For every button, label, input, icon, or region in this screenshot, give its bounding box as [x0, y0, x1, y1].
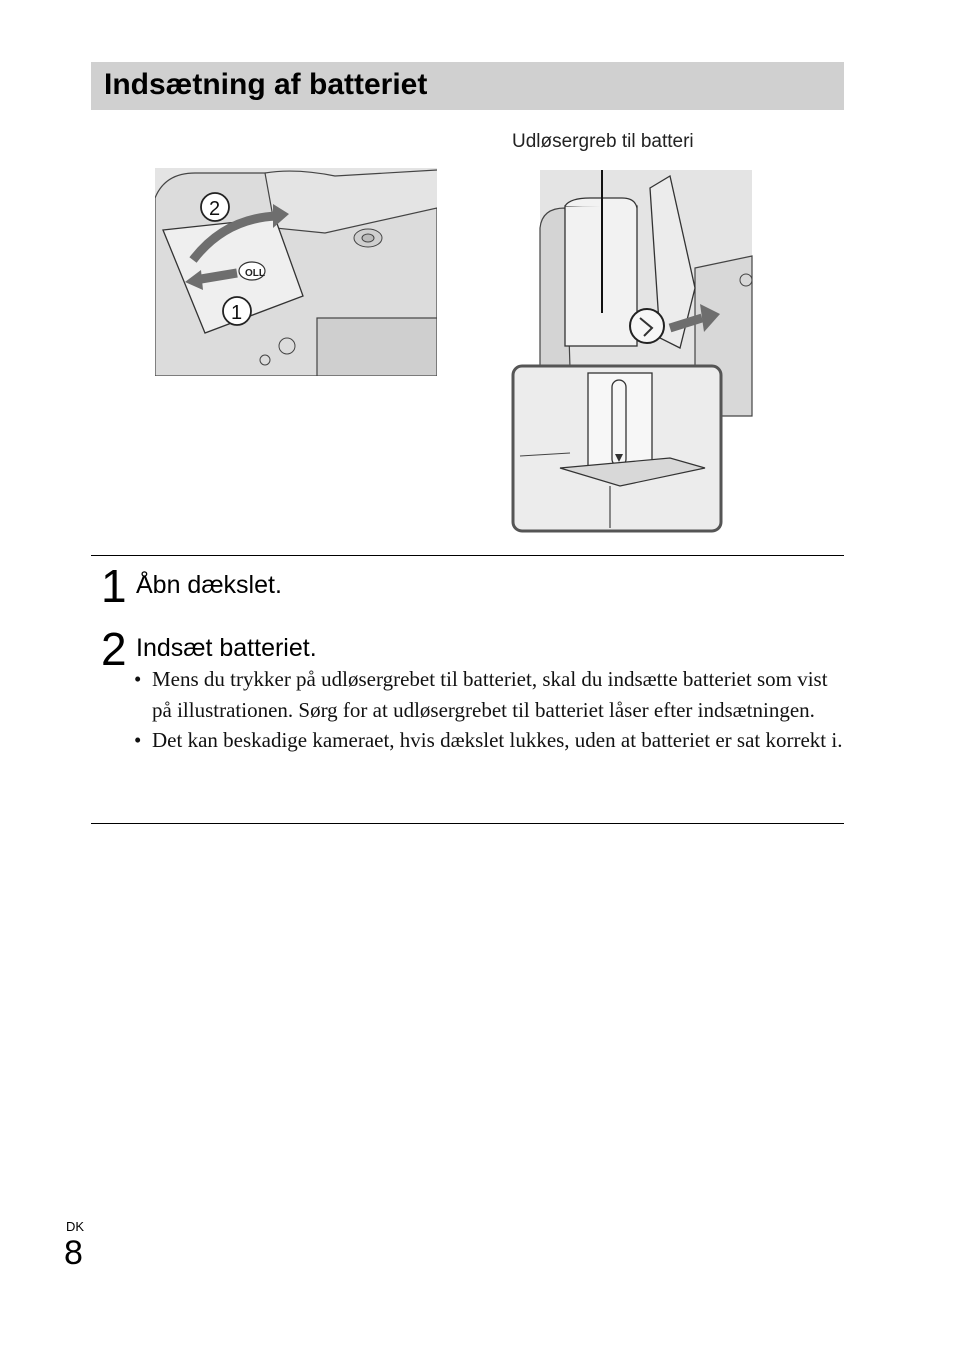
note-item	[134, 725, 846, 756]
step-2-number: 2	[101, 623, 127, 675]
open-cover-illustration	[155, 168, 437, 376]
step-2-text: Indsæt batteriet.	[136, 634, 317, 662]
page-number: 8	[64, 1234, 83, 1272]
section-title: Indsætning af batteriet	[104, 68, 428, 101]
bullet-symbol: •	[134, 667, 142, 691]
step-1-text: Åbn dækslet.	[136, 571, 282, 599]
note-text: Det kan beskadige kameraet, hvis dækslet lukkes, uden at batteriet er sat korrekt i.	[152, 728, 843, 752]
svg-text:OLL: OLL	[245, 268, 265, 279]
section-title-bar	[91, 62, 844, 110]
page-language-code: DK	[66, 1219, 85, 1234]
step-2-notes	[134, 664, 846, 756]
step-2-badge: 2	[209, 198, 221, 220]
steps-top-rule	[91, 555, 844, 556]
note-item	[134, 664, 846, 725]
insert-battery-illustration	[510, 168, 755, 534]
step-1-badge: 1	[231, 302, 243, 324]
note-text: Mens du trykker på udløsergrebet til batteriet, skal du indsætte batteriet som vist på illustrationen. Sørg for at udløsergrebet til batteriet låser efter indsætningen.	[152, 667, 828, 722]
battery-lever-callout: Udløsergreb til batteri	[512, 131, 694, 152]
bullet-symbol: •	[134, 728, 142, 752]
step-1-number: 1	[101, 560, 127, 612]
steps-bottom-rule	[91, 823, 844, 824]
